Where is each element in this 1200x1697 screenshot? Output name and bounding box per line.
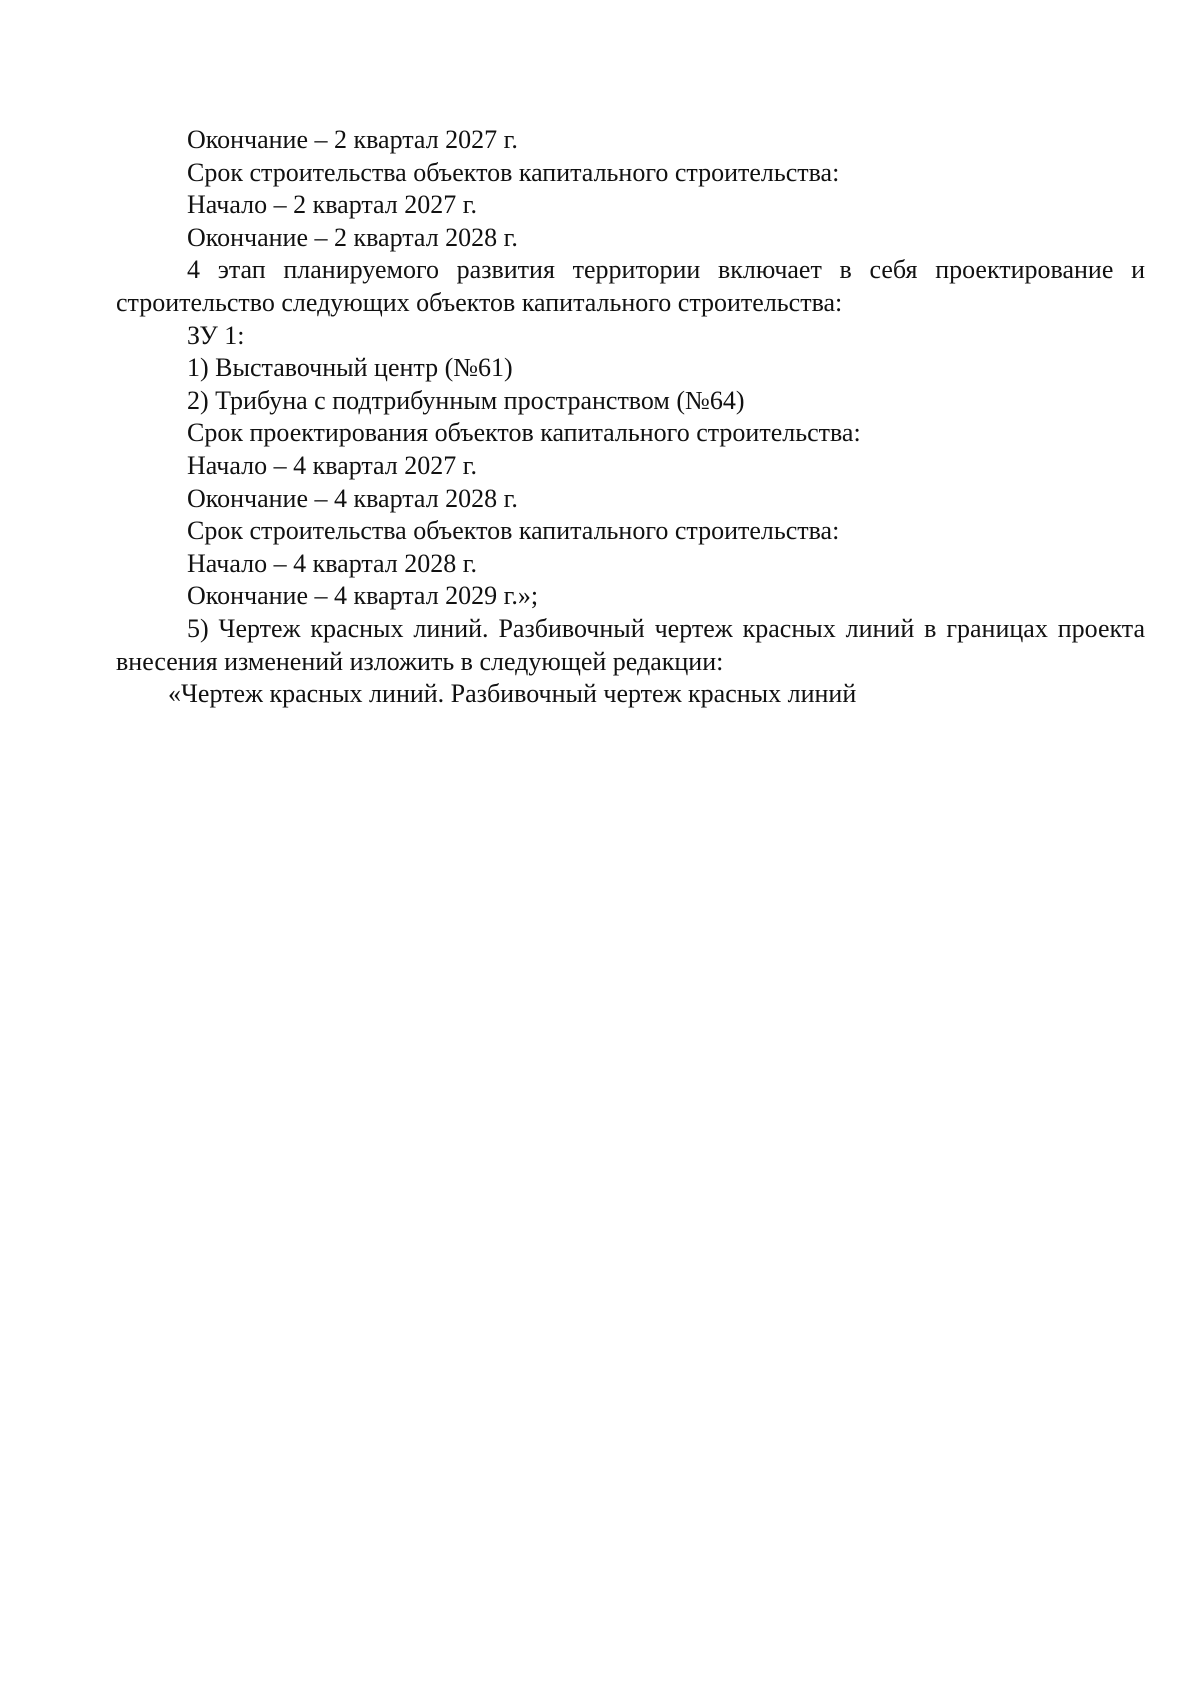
stage3-construction-heading: Срок строительства объектов капитального строительства: [187, 157, 840, 187]
document-body [116, 124, 1145, 711]
item5-paragraph: 5) Чертеж красных линий. Разбивочный чертеж красных линий в границах проекта внесения изменений изложить в следующей редакции: [116, 613, 1145, 676]
stage3-construction-end: Окончание – 2 квартал 2028 г. [187, 222, 518, 252]
stage4-design-heading: Срок проектирования объектов капитального строительства: [187, 418, 861, 448]
stage4-construction-heading: Срок строительства объектов капитального строительства: [187, 516, 840, 546]
object-item-2: 2) Трибуна с подтрибунным пространством (№64) [187, 385, 745, 415]
quote-heading: «Чертеж красных линий. Разбивочный чертеж красных линий [168, 679, 857, 709]
stage4-construction-end: Окончание – 4 квартал 2029 г.»; [187, 581, 539, 611]
stage4-paragraph: 4 этап планируемого развития территории включает в себя проектирование и строительство следующих объектов капитального строительства: [116, 255, 1145, 317]
land-plot-label: ЗУ 1: [187, 320, 245, 350]
stage4-design-start: Начало – 4 квартал 2027 г. [187, 450, 478, 480]
stage3-design-end: Окончание – 2 квартал 2027 г. [187, 125, 518, 154]
stage4-construction-start: Начало – 4 квартал 2028 г. [187, 548, 478, 578]
stage4-design-end: Окончание – 4 квартал 2028 г. [187, 483, 518, 513]
stage3-construction-start: Начало – 2 квартал 2027 г. [187, 190, 478, 220]
object-item-1: 1) Выставочный центр (№61) [187, 353, 513, 383]
